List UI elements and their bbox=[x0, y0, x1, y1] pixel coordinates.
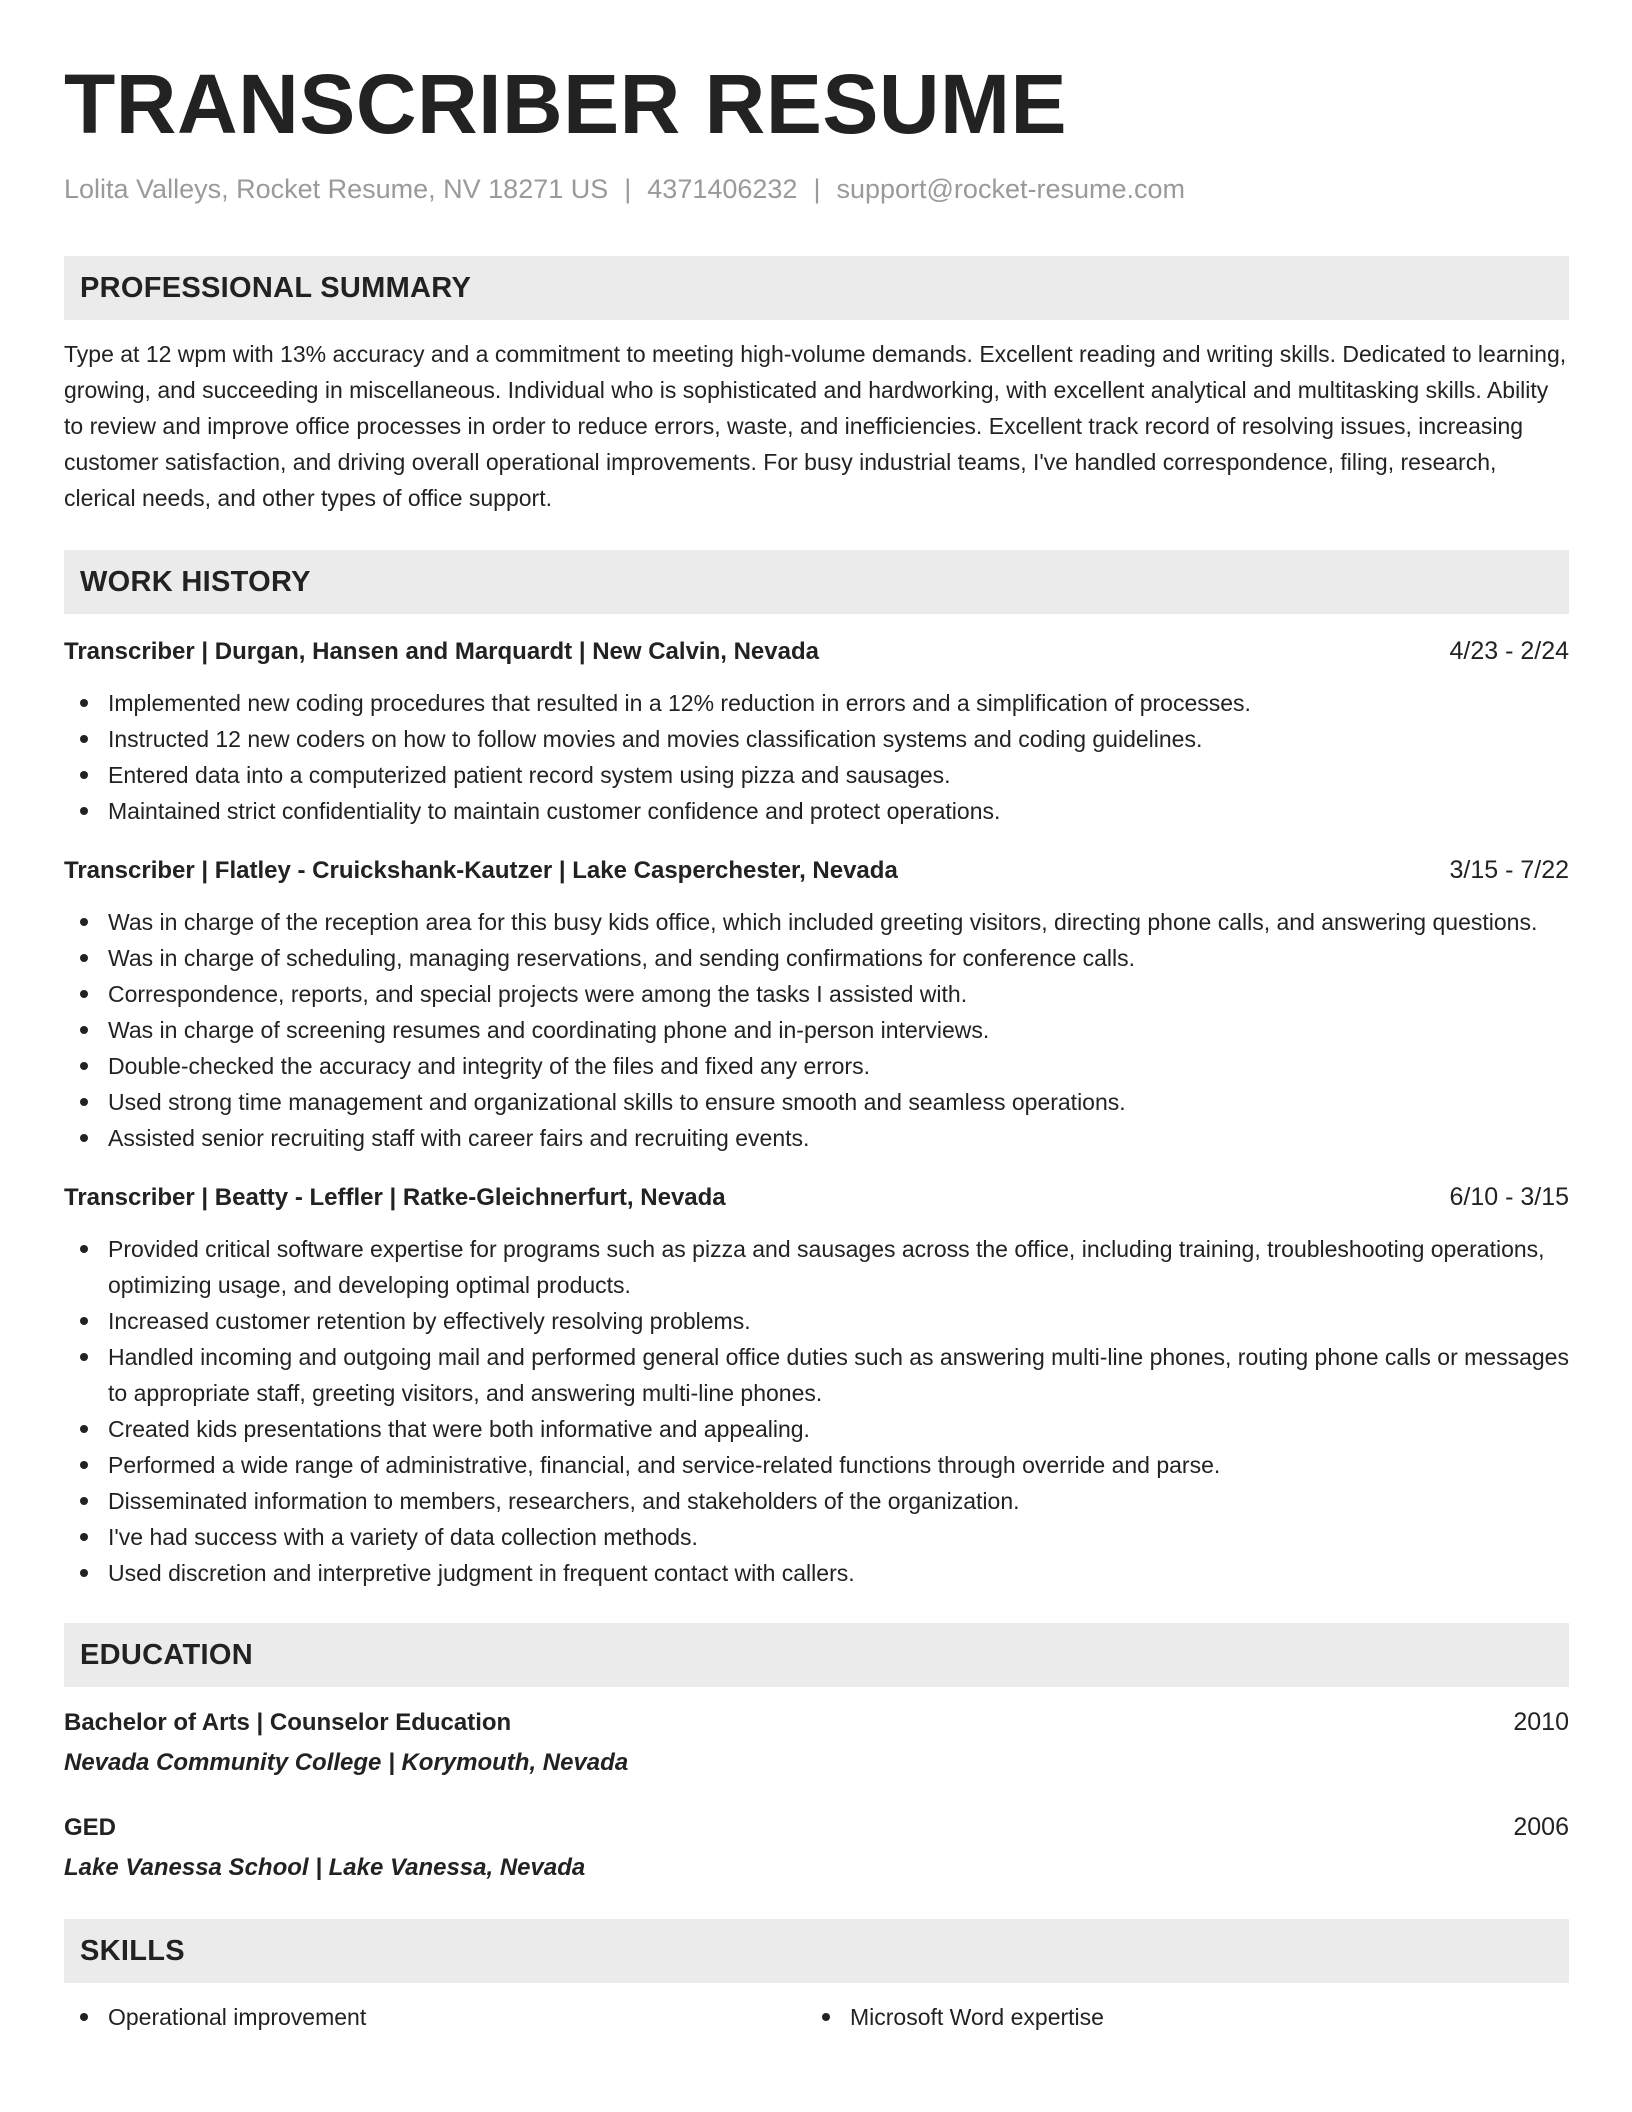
education-header bbox=[64, 1810, 1569, 1845]
contact-email: support@rocket-resume.com bbox=[836, 174, 1185, 204]
contact-address: Lolita Valleys, Rocket Resume, NV 18271 US bbox=[64, 174, 609, 204]
job-header bbox=[64, 634, 1569, 669]
skill-item: Operational improvement bbox=[64, 1999, 806, 2035]
section-heading-work-history: WORK HISTORY bbox=[64, 550, 1569, 614]
education-degree: Bachelor of Arts | Counselor Education bbox=[64, 1709, 512, 1736]
job-duty: Used discretion and interpretive judgment in frequent contact with callers. bbox=[64, 1555, 1569, 1591]
job-duty: Was in charge of screening resumes and coordinating phone and in-person interviews. bbox=[64, 1012, 1569, 1048]
education-entry bbox=[64, 1810, 1569, 1885]
education-entry bbox=[64, 1705, 1569, 1780]
job-duty: Assisted senior recruiting staff with career fairs and recruiting events. bbox=[64, 1120, 1569, 1156]
contact-line bbox=[64, 172, 1569, 206]
skills-column-left bbox=[64, 1999, 806, 2035]
skill-item: Microsoft Word expertise bbox=[806, 1999, 1548, 2035]
skills-column-right bbox=[806, 1999, 1548, 2035]
skills-bullets-right bbox=[806, 1999, 1548, 2035]
education-school: Nevada Community College | Korymouth, Nevada bbox=[64, 1749, 629, 1776]
job-duties bbox=[64, 904, 1569, 1156]
job-duty: Instructed 12 new coders on how to follow movies and movies classification systems and coding guidelines. bbox=[64, 721, 1569, 757]
job-duty: Was in charge of the reception area for this busy kids office, which included greeting visitors, directing phone calls, and answering questions. bbox=[64, 904, 1569, 940]
job-duties bbox=[64, 1231, 1569, 1591]
job-entry bbox=[64, 1180, 1569, 1591]
section-heading-education: EDUCATION bbox=[64, 1623, 1569, 1687]
job-duty: Handled incoming and outgoing mail and performed general office duties such as answering multi-line phones, routing phone calls or messages to appropriate staff, greeting visitors, and answering multi-line phones. bbox=[64, 1339, 1569, 1411]
job-duties bbox=[64, 685, 1569, 829]
education-year: 2006 bbox=[1513, 1813, 1569, 1841]
job-duty: Disseminated information to members, researchers, and stakeholders of the organization. bbox=[64, 1483, 1569, 1519]
job-dates: 6/10 - 3/15 bbox=[1449, 1183, 1569, 1211]
job-title: Transcriber | Beatty - Leffler | Ratke-Gleichnerfurt, Nevada bbox=[64, 1184, 726, 1211]
section-heading-summary: PROFESSIONAL SUMMARY bbox=[64, 256, 1569, 320]
job-duty: Implemented new coding procedures that resulted in a 12% reduction in errors and a simplification of processes. bbox=[64, 685, 1569, 721]
job-title: Transcriber | Durgan, Hansen and Marquardt | New Calvin, Nevada bbox=[64, 638, 819, 665]
resume-title: TRANSCRIBER RESUME bbox=[64, 57, 1068, 151]
contact-separator: | bbox=[813, 174, 821, 204]
job-duty: Was in charge of scheduling, managing reservations, and sending confirmations for conference calls. bbox=[64, 940, 1569, 976]
job-entry bbox=[64, 853, 1569, 1156]
job-entry bbox=[64, 634, 1569, 829]
job-title: Transcriber | Flatley - Cruickshank-Kautzer | Lake Casperchester, Nevada bbox=[64, 857, 898, 884]
education-degree: GED bbox=[64, 1814, 117, 1841]
summary-text: Type at 12 wpm with 13% accuracy and a commitment to meeting high-volume demands. Excellent reading and writing skills. Dedicated to learning, growing, and succeeding in miscellaneous. Individual who is sophisticated and hardworking, with excellent analytical and multitasking skills. Ability to review and improve office processes in order to reduce errors, waste, and inefficiencies. Excellent track record of resolving issues, increasing customer satisfaction, and driving overall operational improvements. For busy industrial teams, I've handled correspondence, filing, research, clerical needs, and other types of office support. bbox=[64, 341, 1567, 511]
job-duty: Maintained strict confidentiality to maintain customer confidence and protect operations. bbox=[64, 793, 1569, 829]
contact-separator: | bbox=[624, 174, 632, 204]
job-duty: Correspondence, reports, and special projects were among the tasks I assisted with. bbox=[64, 976, 1569, 1012]
job-header bbox=[64, 1180, 1569, 1215]
job-duty: Double-checked the accuracy and integrity of the files and fixed any errors. bbox=[64, 1048, 1569, 1084]
job-dates: 3/15 - 7/22 bbox=[1449, 856, 1569, 884]
job-duty: Provided critical software expertise for programs such as pizza and sausages across the office, including training, troubleshooting operations, optimizing usage, and developing optimal products. bbox=[64, 1231, 1569, 1303]
job-duty: Used strong time management and organizational skills to ensure smooth and seamless operations. bbox=[64, 1084, 1569, 1120]
education-year: 2010 bbox=[1513, 1708, 1569, 1736]
education-school: Lake Vanessa School | Lake Vanessa, Nevada bbox=[64, 1854, 586, 1881]
skills-bullets-left bbox=[64, 1999, 806, 2035]
job-duty: Created kids presentations that were both informative and appealing. bbox=[64, 1411, 1569, 1447]
job-dates: 4/23 - 2/24 bbox=[1449, 637, 1569, 665]
job-duty: Performed a wide range of administrative, financial, and service-related functions through override and parse. bbox=[64, 1447, 1569, 1483]
job-duty: Increased customer retention by effectively resolving problems. bbox=[64, 1303, 1569, 1339]
skills-list bbox=[64, 1999, 1569, 2035]
contact-phone: 4371406232 bbox=[647, 174, 798, 204]
education-header bbox=[64, 1705, 1569, 1740]
section-heading-skills: SKILLS bbox=[64, 1919, 1569, 1983]
job-duty: Entered data into a computerized patient record system using pizza and sausages. bbox=[64, 757, 1569, 793]
job-duty: I've had success with a variety of data collection methods. bbox=[64, 1519, 1569, 1555]
job-header bbox=[64, 853, 1569, 888]
